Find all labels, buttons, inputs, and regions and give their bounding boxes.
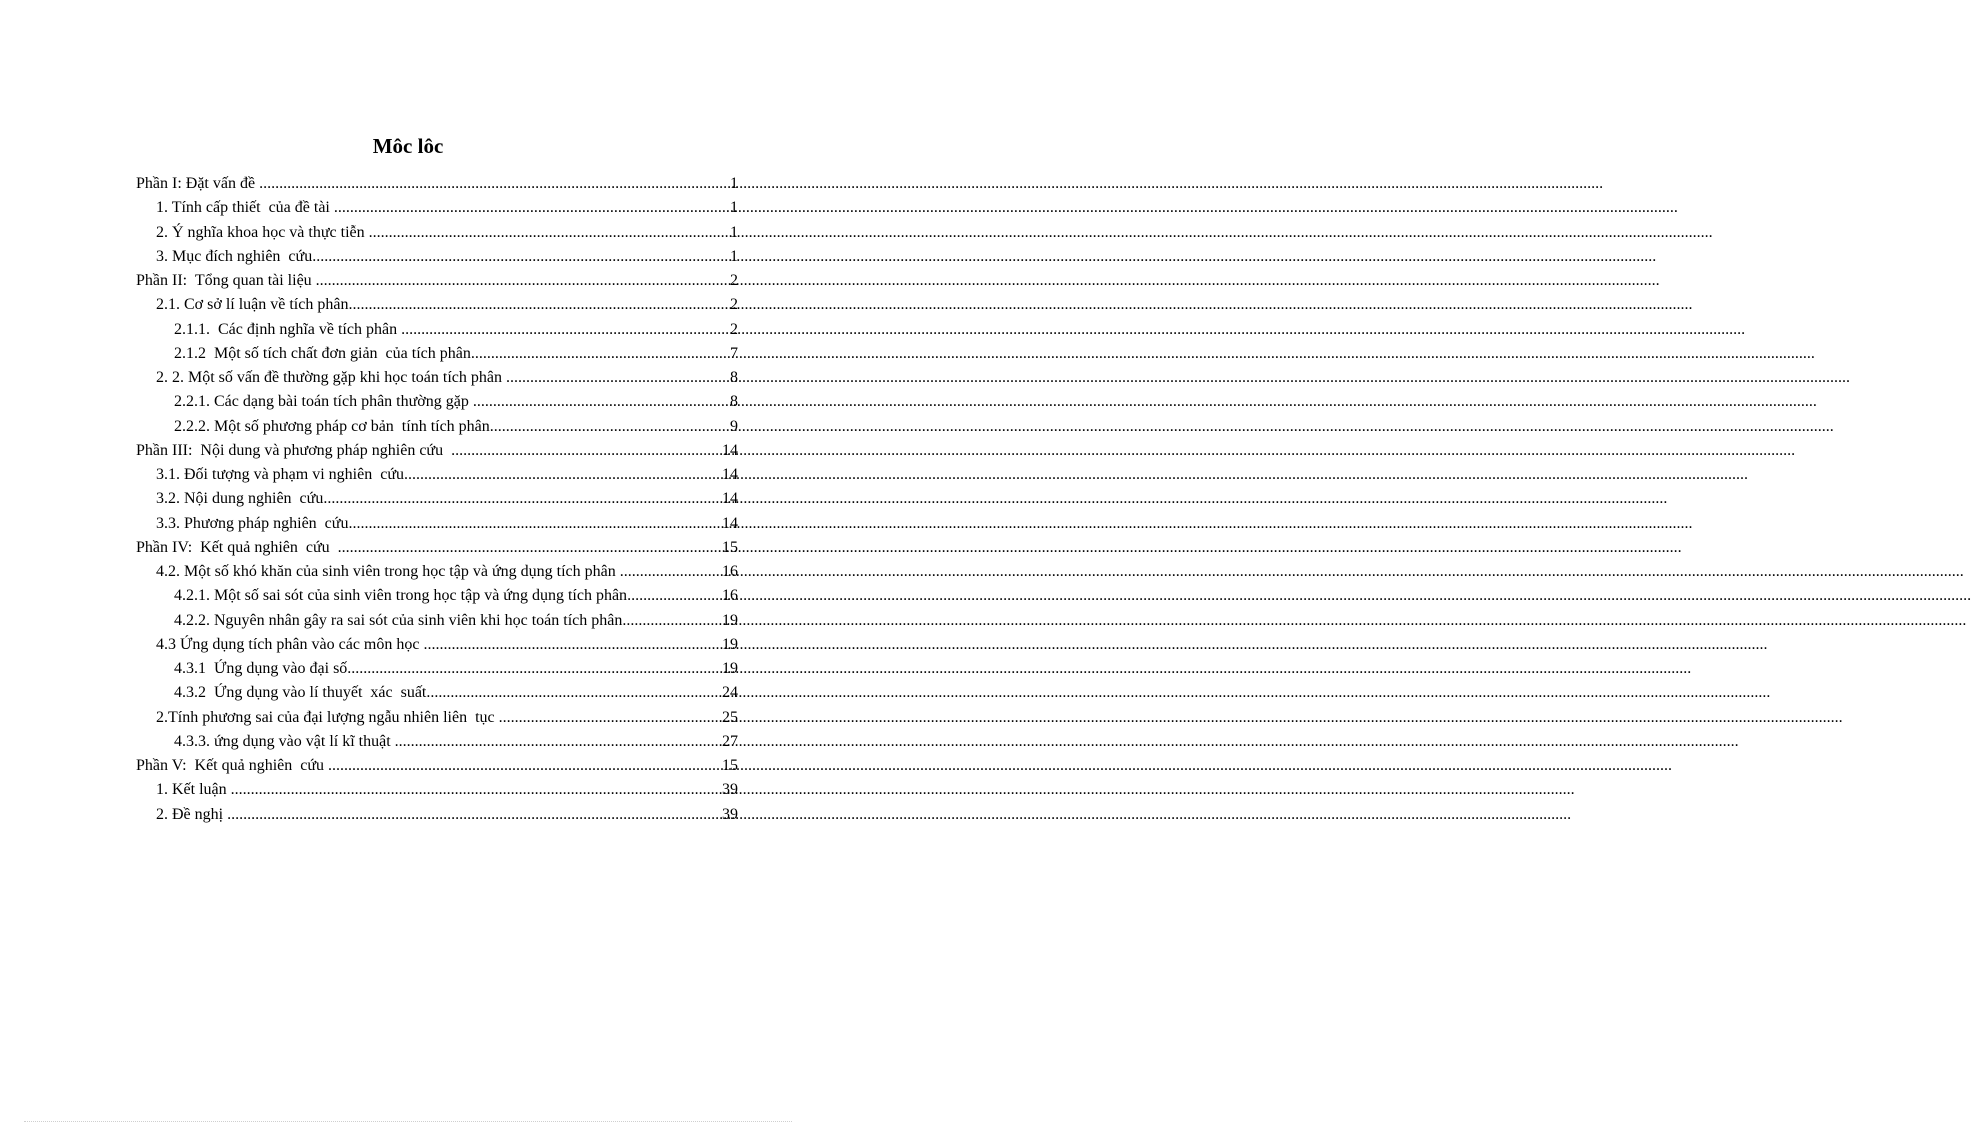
toc-entry-title: 3.2. Nội dung nghiên cứu xyxy=(156,490,324,508)
toc-entry xyxy=(136,536,738,560)
toc-entry-page-number: 25 xyxy=(722,708,738,726)
toc-dot-leader xyxy=(490,415,730,439)
toc-dot-leader xyxy=(348,512,722,536)
toc-dot-leader xyxy=(338,536,722,560)
toc-entry xyxy=(136,584,738,608)
toc-entry-title: Phần IV: Kết quả nghiên cứu xyxy=(136,538,338,556)
toc-entry xyxy=(136,657,738,681)
toc-entry-title: 3. Mục đích nghiên cứu xyxy=(156,247,313,265)
toc-entry xyxy=(136,221,738,245)
toc-entry-title: 4.2.1. Một số sai sót của sinh viên trong học tập và ứng dụng tích phân xyxy=(174,587,628,605)
toc-entry-title: Phần V: Kết quả nghiên cứu xyxy=(136,757,329,774)
toc-entry-page-number: 27 xyxy=(722,732,738,750)
toc-dot-leader xyxy=(347,657,722,681)
toc-entry-page-number: 14 xyxy=(722,466,738,483)
toc-dot-leader xyxy=(323,487,722,511)
toc-entry-page-number: 39 xyxy=(722,805,738,823)
toc-entry-title: 2. 2. Một số vấn đề thường gặp khi học toán tích phân xyxy=(156,369,506,386)
toc-entry xyxy=(136,439,738,463)
toc-dot-leader xyxy=(620,560,722,584)
toc-dot-leader xyxy=(622,609,722,633)
toc-entry xyxy=(136,754,738,778)
toc-entry xyxy=(136,245,738,269)
toc-entry-title: 2.Tính phương sai của đại lượng ngẫu nhiên liên tục xyxy=(156,708,499,726)
toc-entry-title: 4.3.3. ứng dụng vào vật lí kĩ thuật xyxy=(174,732,395,750)
toc-entry-page-number: 8 xyxy=(730,393,738,411)
toc-entry-title: 2.1. Cơ sở lí luận về tích phân xyxy=(156,296,349,314)
toc-entry xyxy=(136,269,738,293)
toc-dot-leader xyxy=(627,584,722,608)
toc-dot-leader xyxy=(506,366,730,390)
toc-entry xyxy=(136,463,738,487)
toc-entry xyxy=(136,706,738,730)
toc-entry-page-number: 1 xyxy=(730,175,738,192)
toc-dot-leader xyxy=(404,463,722,487)
toc-entry-page-number: 19 xyxy=(722,611,738,629)
toc-entry xyxy=(136,512,738,536)
toc-entry-page-number: 19 xyxy=(722,635,738,653)
toc-entry xyxy=(136,196,738,220)
toc-entry-page-number: 15 xyxy=(722,757,738,774)
toc-entry-page-number: 1 xyxy=(730,223,738,241)
toc-entry-page-number: 7 xyxy=(730,344,738,362)
toc-entry-page-number: 2 xyxy=(730,272,738,289)
toc-entry xyxy=(136,803,738,827)
toc-entry-title: Phần II: Tổng quan tài liệu xyxy=(136,272,316,289)
toc-entry-title: 3.1. Đối tượng và phạm vi nghiên cứu xyxy=(156,466,404,483)
toc-entry-page-number: 1 xyxy=(730,199,738,217)
toc-entry xyxy=(136,415,738,439)
toc-entry-page-number: 24 xyxy=(722,684,738,702)
toc-entry-page-number: 2 xyxy=(730,296,738,314)
toc-entry xyxy=(136,293,738,317)
toc-entry-page-number: 39 xyxy=(722,781,738,799)
toc-dot-leader xyxy=(369,221,730,245)
toc-entry-page-number: 14 xyxy=(722,441,738,459)
toc-entry-page-number: 15 xyxy=(722,538,738,556)
toc-entry-title: 2. Ý nghĩa khoa học và thực tiễn xyxy=(156,223,369,241)
toc-entry xyxy=(136,487,738,511)
toc-entry-page-number: 16 xyxy=(722,587,738,605)
toc-entry xyxy=(136,366,738,390)
toc-entry-page-number: 1 xyxy=(730,247,738,265)
toc-dot-leader xyxy=(395,730,722,754)
toc-dot-leader xyxy=(423,633,722,657)
toc-entry xyxy=(136,560,738,584)
toc-entry-title: 3.3. Phương pháp nghiên cứu xyxy=(156,514,349,532)
toc-entry xyxy=(136,730,738,754)
toc-dot-leader xyxy=(451,439,722,463)
toc-entry-page-number: 14 xyxy=(722,514,738,532)
toc-entry-title: 2. Đề nghị xyxy=(156,805,228,823)
toc-dot-leader xyxy=(316,269,730,293)
toc-entry xyxy=(136,342,738,366)
page-title: Môc lôc xyxy=(372,134,444,158)
toc-dot-leader xyxy=(473,390,730,414)
toc-entry-title: Phần I: Đặt vấn đề xyxy=(136,175,260,192)
toc-entry-title: 4.2.2. Nguyên nhân gây ra sai sót của sinh viên khi học toán tích phân xyxy=(174,611,623,629)
toc-entry-title: 2.2.1. Các dạng bài toán tích phân thường gặp xyxy=(174,393,473,411)
toc-dot-leader xyxy=(259,172,730,196)
toc-dot-leader xyxy=(227,803,722,827)
toc-entry-title: 4.3.2 Ứng dụng vào lí thuyết xác suất xyxy=(174,684,427,702)
toc-dot-leader xyxy=(471,342,730,366)
toc-entry-title: Phần III: Nội dung và phương pháp nghiên cứu xyxy=(136,441,452,459)
toc-entry-title: 1. Kết luận xyxy=(156,781,231,799)
toc-entry-page-number: 14 xyxy=(722,490,738,508)
toc-entry xyxy=(136,318,738,342)
toc-entry-title: 2.1.2 Một số tích chất đơn giản của tích phân xyxy=(174,344,471,362)
toc-entry-page-number: 8 xyxy=(730,369,738,386)
toc-entry-title: 2.2.2. Một số phương pháp cơ bản tính tích phân xyxy=(174,417,490,435)
toc-entry xyxy=(136,609,738,633)
toc-entry xyxy=(136,633,738,657)
toc-entry-title: 1. Tính cấp thiết của đề tài xyxy=(156,199,334,217)
toc-entry xyxy=(136,172,738,196)
toc-entry-title: 2.1.1. Các định nghĩa về tích phân xyxy=(174,320,402,338)
toc-entry-title: 4.2. Một số khó khăn của sinh viên trong học tập và ứng dụng tích phân xyxy=(156,563,620,580)
toc-dot-leader xyxy=(312,245,730,269)
toc-dot-leader xyxy=(426,681,722,705)
toc-entry-title: 4.3.1 Ứng dụng vào đại số xyxy=(174,660,348,677)
table-of-contents xyxy=(136,172,738,827)
toc-dot-leader xyxy=(401,318,730,342)
toc-entry-title: 4.3 Ứng dụng tích phân vào các môn học xyxy=(156,635,424,653)
toc-dot-leader xyxy=(328,754,722,778)
toc-entry-page-number: 9 xyxy=(730,417,738,435)
toc-dot-leader xyxy=(348,293,730,317)
toc-entry xyxy=(136,390,738,414)
toc-entry xyxy=(136,681,738,705)
toc-dot-leader xyxy=(231,778,722,802)
toc-entry-page-number: 16 xyxy=(722,563,738,580)
toc-entry-page-number: 19 xyxy=(722,660,738,677)
toc-entry xyxy=(136,778,738,802)
toc-entry-page-number: 2 xyxy=(730,320,738,338)
toc-dot-leader xyxy=(499,706,722,730)
page-bottom-divider xyxy=(24,1121,792,1122)
toc-dot-leader xyxy=(334,196,730,220)
